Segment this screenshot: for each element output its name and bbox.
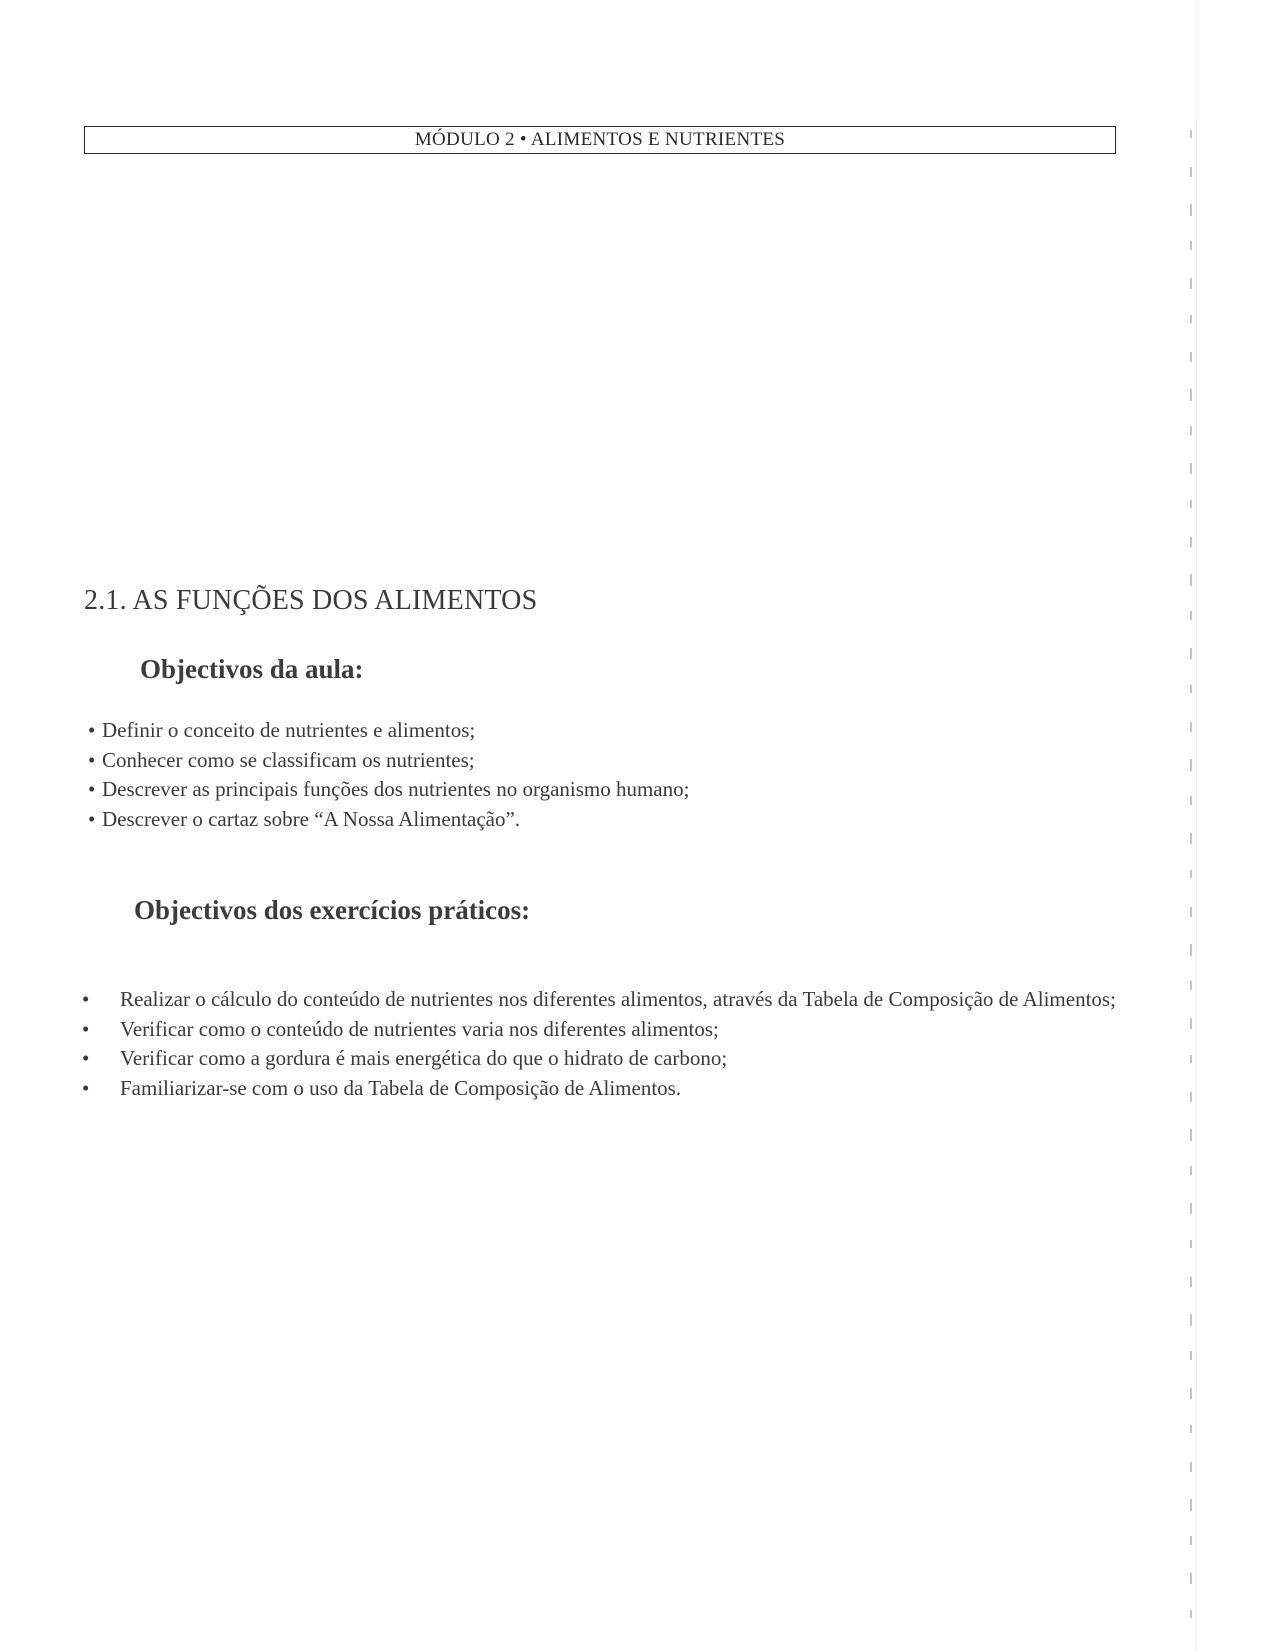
scan-mark (1190, 685, 1192, 693)
list-item (88, 716, 689, 746)
scan-mark (1190, 315, 1192, 323)
lesson-objectives-heading: Objectivos da aula: (140, 654, 364, 684)
list-item-text: Familiarizar-se com o uso da Tabela de Composição de Alimentos. (120, 1075, 682, 1100)
scan-mark (1190, 796, 1192, 805)
list-item (82, 1015, 1122, 1045)
bullet-icon: • (82, 1046, 90, 1070)
scan-mark (1190, 352, 1192, 362)
module-title: MÓDULO 2 • ALIMENTOS E NUTRIENTES (414, 129, 786, 150)
scan-mark (1190, 944, 1192, 956)
scan-mark (1190, 981, 1192, 990)
scan-mark (1190, 1129, 1192, 1141)
scan-mark (1190, 1018, 1192, 1029)
scan-mark (1190, 1610, 1192, 1618)
practical-objectives-heading: Objectivos dos exercícios práticos: (134, 895, 531, 925)
list-item-text: Realizar o cálculo do conteúdo de nutrientes nos diferentes alimentos, através da Tabela de Composição de Alimentos; (120, 987, 1116, 1011)
list-item-text: Verificar como o conteúdo de nutrientes varia nos diferentes alimentos; (120, 1016, 719, 1041)
scan-mark (1190, 833, 1192, 844)
list-item (88, 746, 689, 776)
scan-mark (1190, 1055, 1192, 1063)
list-item-text: Descrever as principais funções dos nutrientes no organismo humano; (102, 777, 690, 801)
scan-mark (1190, 1351, 1192, 1360)
list-item (88, 775, 689, 805)
bullet-icon: • (82, 987, 90, 1011)
scan-mark (1190, 1573, 1192, 1584)
scan-mark (1190, 722, 1192, 732)
scan-mark (1190, 1314, 1192, 1326)
list-item-text: Descrever o cartaz sobre “A Nossa Alimentação”. (102, 806, 521, 831)
scan-mark (1190, 574, 1192, 586)
list-item-text: Definir o conceito de nutrientes e alimentos; (102, 718, 476, 742)
scan-mark (1190, 204, 1192, 216)
scan-mark (1190, 278, 1192, 289)
scan-mark (1190, 537, 1192, 547)
list-item (82, 1044, 1122, 1074)
scan-mark (1190, 130, 1192, 138)
scan-mark (1190, 648, 1192, 659)
list-item (82, 985, 1122, 1015)
bullet-icon: • (88, 806, 96, 831)
scan-mark (1190, 1166, 1192, 1175)
bullet-icon: • (88, 718, 96, 742)
list-item-text: Verificar como a gordura é mais energética do que o hidrato de carbono; (120, 1046, 728, 1070)
scan-mark (1190, 1240, 1192, 1248)
scan-mark (1190, 759, 1192, 771)
scan-mark (1190, 463, 1192, 474)
list-item (82, 1074, 1122, 1104)
scan-mark (1190, 500, 1192, 508)
scan-mark (1190, 426, 1192, 435)
scan-mark (1190, 1499, 1192, 1511)
scan-mark (1190, 1536, 1192, 1545)
bullet-icon: • (82, 1075, 90, 1100)
scan-mark (1190, 389, 1192, 401)
bullet-icon: • (88, 777, 96, 801)
scan-mark (1190, 1425, 1192, 1433)
scan-mark (1190, 611, 1192, 620)
list-item-text: Conhecer como se classificam os nutrientes; (102, 747, 475, 772)
section-title: 2.1. AS FUNÇÕES DOS ALIMENTOS (84, 585, 538, 616)
bullet-icon: • (82, 1016, 90, 1041)
scan-mark (1190, 1462, 1192, 1472)
scan-mark (1190, 1277, 1192, 1287)
scan-mark (1190, 1203, 1192, 1214)
scan-mark (1190, 241, 1192, 250)
scan-edge-line (1196, 0, 1197, 1650)
bullet-icon: • (88, 747, 96, 772)
scan-mark (1190, 907, 1192, 917)
scan-mark (1190, 1388, 1192, 1399)
scan-mark (1190, 870, 1192, 878)
scan-mark (1190, 1092, 1192, 1102)
list-item (88, 805, 689, 835)
module-header-box (84, 126, 1116, 154)
practical-objectives-list (82, 985, 1122, 1103)
scan-mark (1190, 167, 1192, 177)
lesson-objectives-list (88, 716, 689, 834)
